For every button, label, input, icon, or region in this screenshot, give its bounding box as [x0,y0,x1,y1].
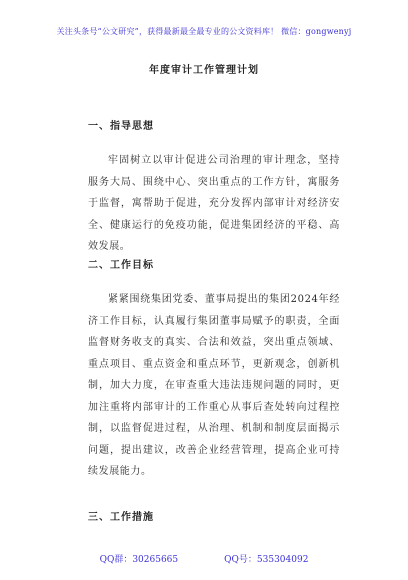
section-heading-work-measures: 三、工作措施 [88,512,154,523]
footer-qq-group: QQ群：30265665 [99,555,179,565]
section-paragraph-work-goals: 紧紧围绕集团党委、董事局提出的集团2024年经济工作目标，认真履行集团董事局赋予的职责，全面监督财务收支的真实、合法和效益，突出重点领域、重点项目、重点资金和重点环节，更新观念，创新机制，加大力度，在审查重大违法违规问题的同时，更加注重将内部审计的工作重心从事后查处转向过程控制，以监督促进过程，从治理、机制和制度层面揭示问题，提出建议，改善企业经营管理，提高企业可持续发展能力。 [88,294,340,477]
document-title: 年度审计工作管理计划 [149,65,259,76]
footer-qq-number: QQ号：535304092 [224,555,309,565]
header-promo-note: 关注头条号“公文研究”，获得最新最全最专业的公文资料库！ 微信：gongwenyj [56,27,352,36]
section-heading-guiding-ideology: 一、指导思想 [88,121,154,132]
section-paragraph-guiding-ideology: 牢固树立以审计促进公司治理的审计理念，坚持服务大局、围绕中心、突出重点的工作方针，寓服务于监督，寓帮助于促进，充分发挥内部审计对经济安全、健康运行的免疫功能，促进集团经济的平稳、高效发展。 [88,155,340,252]
footer-contact [0,552,408,565]
section-heading-work-goals: 二、工作目标 [88,260,154,271]
